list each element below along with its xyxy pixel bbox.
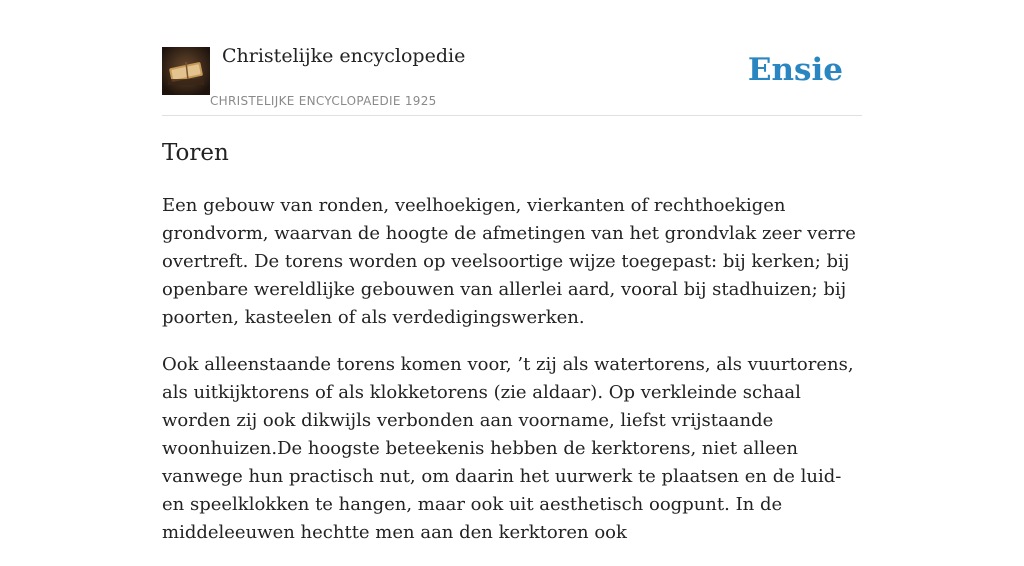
book-image-icon	[162, 47, 210, 95]
site-header	[162, 0, 862, 116]
site-subtitle[interactable]: CHRISTELIJKE ENCYCLOPAEDIE 1925	[210, 94, 437, 108]
site-name[interactable]: Christelijke encyclopedie	[222, 45, 466, 67]
article-title: Toren	[162, 140, 229, 166]
ensie-logo[interactable]: Ensie	[747, 52, 843, 88]
article-paragraph: Een gebouw van ronden, veelhoekigen, vierkanten of rechthoekigen grondvorm, waarvan de hoogte de afmetingen van het grondvlak zeer verre overtreft. De torens worden op veelsoortige wijze toegepast: bij kerken; bij openbare wereldlijke gebouwen van allerlei aard, vooral bij stadhuizen; bij poorten, kasteelen of als verdedigingswerken.	[162, 195, 856, 328]
encyclopedia-avatar[interactable]	[162, 47, 210, 95]
article-body	[162, 192, 862, 566]
article-paragraph: Ook alleenstaande torens komen voor, ’t zij als watertorens, als vuurtorens, als uitkijktorens of als klokketorens (zie aldaar). Op verkleinde schaal worden zij ook dikwijls verbonden aan voorname, liefst vrijstaande woonhuizen.De hoogste beteekenis hebben de kerktorens, niet alleen vanwege hun practisch nut, om daarin het uurwerk te plaatsen en de luid- en speelklokken te hangen, maar ook uit aesthetisch oogpunt. In de middeleeuwen hechtte men aan den kerktoren ook	[162, 354, 854, 543]
